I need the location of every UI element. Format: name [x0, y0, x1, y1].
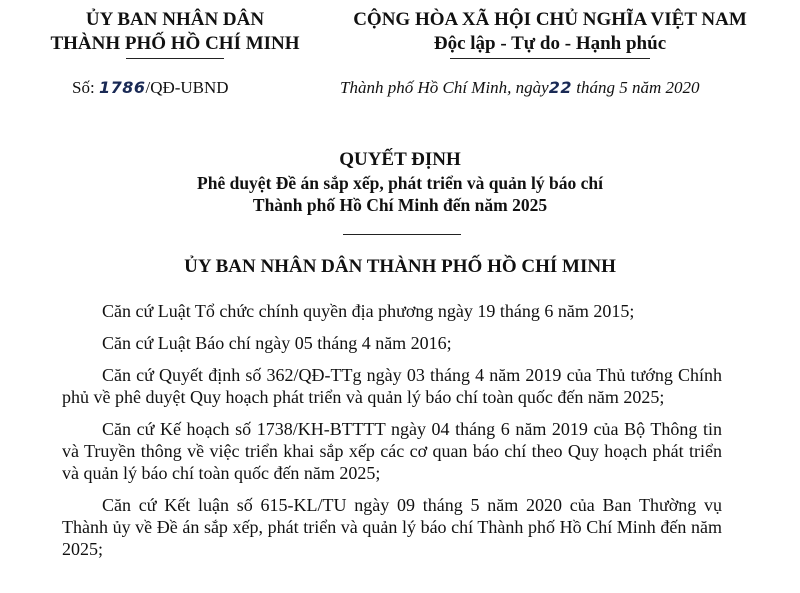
number-suffix: /QĐ-UBND: [145, 78, 229, 97]
handwritten-day: 22: [548, 78, 572, 97]
title-main: QUYẾT ĐỊNH: [339, 149, 461, 170]
paragraph: Căn cứ Luật Báo chí ngày 05 tháng 4 năm 2016;: [102, 333, 452, 353]
title-subject-1: Phê duyệt Đề án sắp xếp, phát triển và quản lý báo chí: [197, 173, 603, 193]
date-prefix: Thành phố Hồ Chí Minh, ngày: [340, 78, 549, 97]
national-motto-header: [325, 8, 775, 56]
decision-title: [0, 148, 800, 216]
title-underline: [343, 234, 461, 235]
right-header-underline: [450, 58, 650, 59]
paragraph: Căn cứ Kết luận số 615-KL/TU ngày 09 tháng 5 năm 2020 của Ban Thường vụ Thành ủy về Đề án sắp xếp, phát triển và quản lý báo chí Thành phố Hồ Chí Minh đến năm 2025;: [62, 495, 722, 559]
paragraph: Căn cứ Kế hoạch số 1738/KH-BTTTT ngày 04 tháng 6 năm 2019 của Bộ Thông tin và Truyền thông về việc triển khai sắp xếp các cơ quan báo chí theo Quy hoạch phát triển và quản lý báo chí toàn quốc đến năm 2025;: [62, 419, 722, 483]
authority-heading: ỦY BAN NHÂN DÂN THÀNH PHỐ HỒ CHÍ MINH: [184, 256, 616, 277]
paragraph: Căn cứ Quyết định số 362/QĐ-TTg ngày 03 tháng 4 năm 2019 của Thủ tướng Chính phủ về phê duyệt Quy hoạch phát triển và quản lý báo chí toàn quốc đến năm 2025;: [62, 365, 722, 407]
issue-date: [340, 78, 700, 98]
issuing-authority-header: [40, 8, 310, 56]
left-header-underline: [126, 58, 224, 59]
document-body: [62, 300, 722, 570]
handwritten-number: 1786: [98, 78, 146, 97]
date-suffix: tháng 5 năm 2020: [576, 78, 700, 97]
national-motto: Độc lập - Tự do - Hạnh phúc: [433, 33, 667, 54]
number-prefix: Số:: [72, 78, 95, 97]
title-subject-2: Thành phố Hồ Chí Minh đến năm 2025: [252, 195, 548, 215]
paragraph: Căn cứ Luật Tổ chức chính quyền địa phương ngày 19 tháng 6 năm 2015;: [102, 301, 635, 321]
country-name: CỘNG HÒA XÃ HỘI CHỦ NGHĨA VIỆT NAM: [353, 9, 747, 30]
authority-line-2: THÀNH PHỐ HỒ CHÍ MINH: [50, 33, 300, 54]
authority-line-1: ỦY BAN NHÂN DÂN: [85, 9, 265, 30]
document-number: [72, 78, 229, 98]
